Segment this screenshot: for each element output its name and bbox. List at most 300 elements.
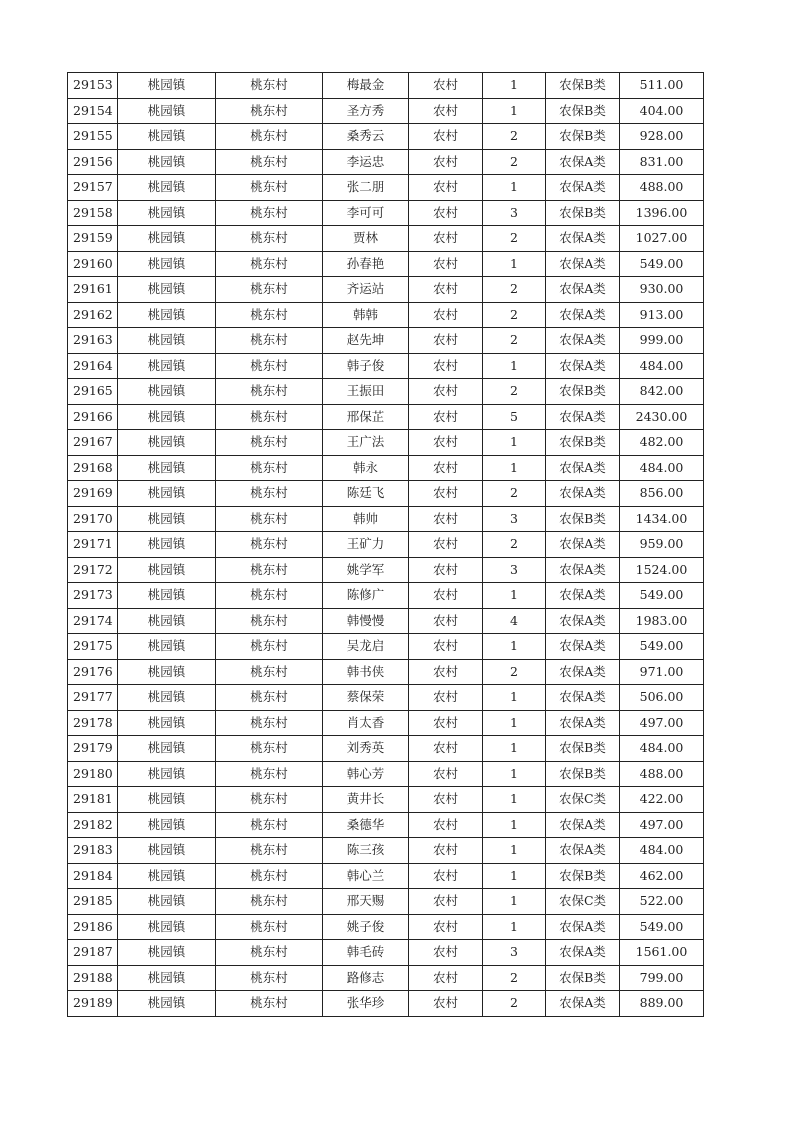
cell-count: 1 — [483, 251, 546, 277]
cell-count: 2 — [483, 124, 546, 150]
cell-category: 农保A类 — [546, 481, 620, 507]
cell-area: 农村 — [409, 98, 483, 124]
cell-name: 韩帅 — [323, 506, 409, 532]
cell-count: 1 — [483, 430, 546, 456]
cell-village: 桃东村 — [216, 302, 323, 328]
cell-village: 桃东村 — [216, 838, 323, 864]
cell-area: 农村 — [409, 430, 483, 456]
cell-id: 29188 — [68, 965, 118, 991]
table-row — [68, 940, 704, 966]
cell-town: 桃园镇 — [118, 889, 216, 915]
cell-area: 农村 — [409, 634, 483, 660]
cell-area: 农村 — [409, 557, 483, 583]
cell-area: 农村 — [409, 277, 483, 303]
table-row — [68, 761, 704, 787]
cell-town: 桃园镇 — [118, 277, 216, 303]
cell-area: 农村 — [409, 302, 483, 328]
cell-town: 桃园镇 — [118, 353, 216, 379]
cell-town: 桃园镇 — [118, 226, 216, 252]
cell-area: 农村 — [409, 710, 483, 736]
cell-category: 农保A类 — [546, 455, 620, 481]
cell-name: 贾林 — [323, 226, 409, 252]
cell-count: 2 — [483, 149, 546, 175]
cell-village: 桃东村 — [216, 812, 323, 838]
cell-village: 桃东村 — [216, 73, 323, 99]
cell-village: 桃东村 — [216, 787, 323, 813]
cell-amount: 484.00 — [620, 736, 704, 762]
cell-category: 农保A类 — [546, 812, 620, 838]
cell-count: 1 — [483, 634, 546, 660]
table-row — [68, 710, 704, 736]
table-row — [68, 149, 704, 175]
table-row — [68, 965, 704, 991]
cell-village: 桃东村 — [216, 608, 323, 634]
table-row — [68, 608, 704, 634]
cell-town: 桃园镇 — [118, 251, 216, 277]
cell-area: 农村 — [409, 685, 483, 711]
cell-id: 29176 — [68, 659, 118, 685]
cell-name: 姚学军 — [323, 557, 409, 583]
cell-amount: 404.00 — [620, 98, 704, 124]
cell-id: 29161 — [68, 277, 118, 303]
cell-amount: 930.00 — [620, 277, 704, 303]
cell-area: 农村 — [409, 965, 483, 991]
cell-town: 桃园镇 — [118, 710, 216, 736]
cell-id: 29162 — [68, 302, 118, 328]
cell-town: 桃园镇 — [118, 506, 216, 532]
cell-id: 29178 — [68, 710, 118, 736]
cell-area: 农村 — [409, 404, 483, 430]
cell-area: 农村 — [409, 379, 483, 405]
cell-category: 农保A类 — [546, 226, 620, 252]
cell-village: 桃东村 — [216, 251, 323, 277]
cell-category: 农保A类 — [546, 710, 620, 736]
cell-name: 张二朋 — [323, 175, 409, 201]
cell-town: 桃园镇 — [118, 608, 216, 634]
cell-name: 韩韩 — [323, 302, 409, 328]
cell-count: 1 — [483, 812, 546, 838]
cell-category: 农保A类 — [546, 532, 620, 558]
cell-village: 桃东村 — [216, 506, 323, 532]
table-row — [68, 353, 704, 379]
cell-count: 2 — [483, 328, 546, 354]
cell-town: 桃园镇 — [118, 430, 216, 456]
cell-village: 桃东村 — [216, 277, 323, 303]
cell-id: 29187 — [68, 940, 118, 966]
cell-count: 1 — [483, 914, 546, 940]
cell-town: 桃园镇 — [118, 200, 216, 226]
cell-name: 韩心芳 — [323, 761, 409, 787]
cell-category: 农保A类 — [546, 175, 620, 201]
cell-id: 29186 — [68, 914, 118, 940]
cell-id: 29174 — [68, 608, 118, 634]
cell-town: 桃园镇 — [118, 761, 216, 787]
cell-id: 29175 — [68, 634, 118, 660]
cell-category: 农保B类 — [546, 98, 620, 124]
cell-name: 韩心兰 — [323, 863, 409, 889]
cell-village: 桃东村 — [216, 761, 323, 787]
cell-name: 圣方秀 — [323, 98, 409, 124]
table-row — [68, 557, 704, 583]
cell-village: 桃东村 — [216, 659, 323, 685]
cell-village: 桃东村 — [216, 353, 323, 379]
cell-town: 桃园镇 — [118, 481, 216, 507]
table-row — [68, 226, 704, 252]
cell-id: 29164 — [68, 353, 118, 379]
cell-area: 农村 — [409, 251, 483, 277]
cell-id: 29158 — [68, 200, 118, 226]
cell-category: 农保A类 — [546, 557, 620, 583]
table-row — [68, 404, 704, 430]
table-row — [68, 736, 704, 762]
cell-category: 农保C类 — [546, 889, 620, 915]
cell-id: 29170 — [68, 506, 118, 532]
cell-category: 农保B类 — [546, 863, 620, 889]
cell-category: 农保A类 — [546, 404, 620, 430]
cell-amount: 799.00 — [620, 965, 704, 991]
cell-category: 农保A类 — [546, 251, 620, 277]
cell-id: 29169 — [68, 481, 118, 507]
table-row — [68, 73, 704, 99]
data-table — [67, 72, 704, 1017]
cell-amount: 971.00 — [620, 659, 704, 685]
cell-count: 1 — [483, 863, 546, 889]
cell-area: 农村 — [409, 863, 483, 889]
cell-amount: 484.00 — [620, 455, 704, 481]
cell-village: 桃东村 — [216, 634, 323, 660]
table-row — [68, 812, 704, 838]
cell-name: 桑德华 — [323, 812, 409, 838]
cell-category: 农保B类 — [546, 379, 620, 405]
cell-area: 农村 — [409, 583, 483, 609]
table-row — [68, 430, 704, 456]
cell-name: 齐运站 — [323, 277, 409, 303]
cell-name: 李可可 — [323, 200, 409, 226]
cell-area: 农村 — [409, 889, 483, 915]
cell-village: 桃东村 — [216, 124, 323, 150]
cell-village: 桃东村 — [216, 200, 323, 226]
cell-count: 1 — [483, 736, 546, 762]
cell-count: 1 — [483, 710, 546, 736]
table-row — [68, 659, 704, 685]
cell-area: 农村 — [409, 200, 483, 226]
cell-village: 桃东村 — [216, 226, 323, 252]
cell-area: 农村 — [409, 506, 483, 532]
cell-name: 韩毛砖 — [323, 940, 409, 966]
cell-name: 黄井长 — [323, 787, 409, 813]
cell-id: 29153 — [68, 73, 118, 99]
cell-name: 张华珍 — [323, 991, 409, 1017]
cell-area: 农村 — [409, 226, 483, 252]
cell-name: 陈修广 — [323, 583, 409, 609]
cell-village: 桃东村 — [216, 481, 323, 507]
table-row — [68, 838, 704, 864]
cell-id: 29154 — [68, 98, 118, 124]
cell-town: 桃园镇 — [118, 379, 216, 405]
cell-category: 农保B类 — [546, 430, 620, 456]
cell-amount: 1027.00 — [620, 226, 704, 252]
cell-name: 孙春艳 — [323, 251, 409, 277]
cell-name: 李运忠 — [323, 149, 409, 175]
cell-id: 29182 — [68, 812, 118, 838]
cell-area: 农村 — [409, 124, 483, 150]
cell-village: 桃东村 — [216, 914, 323, 940]
cell-count: 1 — [483, 838, 546, 864]
cell-town: 桃园镇 — [118, 583, 216, 609]
cell-area: 农村 — [409, 914, 483, 940]
cell-category: 农保A类 — [546, 634, 620, 660]
cell-id: 29172 — [68, 557, 118, 583]
cell-id: 29189 — [68, 991, 118, 1017]
cell-count: 2 — [483, 302, 546, 328]
table-row — [68, 889, 704, 915]
table-row — [68, 251, 704, 277]
cell-count: 1 — [483, 761, 546, 787]
cell-count: 1 — [483, 583, 546, 609]
cell-area: 农村 — [409, 736, 483, 762]
table-row — [68, 863, 704, 889]
table-row — [68, 685, 704, 711]
cell-id: 29167 — [68, 430, 118, 456]
cell-town: 桃园镇 — [118, 787, 216, 813]
cell-id: 29168 — [68, 455, 118, 481]
cell-town: 桃园镇 — [118, 532, 216, 558]
cell-town: 桃园镇 — [118, 98, 216, 124]
cell-amount: 549.00 — [620, 914, 704, 940]
cell-amount: 856.00 — [620, 481, 704, 507]
cell-count: 2 — [483, 379, 546, 405]
cell-id: 29185 — [68, 889, 118, 915]
table-row — [68, 277, 704, 303]
cell-amount: 831.00 — [620, 149, 704, 175]
cell-name: 姚子俊 — [323, 914, 409, 940]
cell-name: 韩子俊 — [323, 353, 409, 379]
cell-name: 蔡保荣 — [323, 685, 409, 711]
cell-amount: 1396.00 — [620, 200, 704, 226]
cell-village: 桃东村 — [216, 685, 323, 711]
cell-name: 梅最金 — [323, 73, 409, 99]
cell-village: 桃东村 — [216, 889, 323, 915]
cell-village: 桃东村 — [216, 98, 323, 124]
cell-count: 2 — [483, 226, 546, 252]
cell-village: 桃东村 — [216, 940, 323, 966]
cell-amount: 842.00 — [620, 379, 704, 405]
cell-village: 桃东村 — [216, 736, 323, 762]
cell-amount: 484.00 — [620, 353, 704, 379]
cell-id: 29183 — [68, 838, 118, 864]
cell-amount: 549.00 — [620, 251, 704, 277]
cell-name: 肖太香 — [323, 710, 409, 736]
table-row — [68, 328, 704, 354]
cell-area: 农村 — [409, 838, 483, 864]
cell-amount: 422.00 — [620, 787, 704, 813]
table-row — [68, 481, 704, 507]
cell-village: 桃东村 — [216, 149, 323, 175]
cell-amount: 1524.00 — [620, 557, 704, 583]
cell-town: 桃园镇 — [118, 302, 216, 328]
cell-category: 农保B类 — [546, 761, 620, 787]
cell-id: 29180 — [68, 761, 118, 787]
table-row — [68, 124, 704, 150]
cell-area: 农村 — [409, 659, 483, 685]
cell-village: 桃东村 — [216, 328, 323, 354]
cell-count: 1 — [483, 685, 546, 711]
cell-amount: 1434.00 — [620, 506, 704, 532]
cell-category: 农保A类 — [546, 277, 620, 303]
table-body — [68, 73, 704, 1017]
cell-area: 农村 — [409, 481, 483, 507]
cell-village: 桃东村 — [216, 455, 323, 481]
cell-town: 桃园镇 — [118, 863, 216, 889]
cell-amount: 522.00 — [620, 889, 704, 915]
cell-count: 2 — [483, 659, 546, 685]
cell-count: 2 — [483, 965, 546, 991]
cell-id: 29173 — [68, 583, 118, 609]
cell-area: 农村 — [409, 761, 483, 787]
cell-area: 农村 — [409, 175, 483, 201]
cell-amount: 959.00 — [620, 532, 704, 558]
table-row — [68, 200, 704, 226]
cell-area: 农村 — [409, 787, 483, 813]
cell-count: 5 — [483, 404, 546, 430]
cell-village: 桃东村 — [216, 583, 323, 609]
cell-id: 29171 — [68, 532, 118, 558]
cell-amount: 549.00 — [620, 583, 704, 609]
cell-id: 29177 — [68, 685, 118, 711]
cell-amount: 497.00 — [620, 812, 704, 838]
cell-id: 29160 — [68, 251, 118, 277]
cell-town: 桃园镇 — [118, 328, 216, 354]
cell-name: 赵先坤 — [323, 328, 409, 354]
table-row — [68, 787, 704, 813]
cell-category: 农保A类 — [546, 914, 620, 940]
cell-town: 桃园镇 — [118, 685, 216, 711]
cell-name: 邢保芷 — [323, 404, 409, 430]
table-row — [68, 98, 704, 124]
cell-village: 桃东村 — [216, 863, 323, 889]
cell-count: 1 — [483, 455, 546, 481]
cell-amount: 497.00 — [620, 710, 704, 736]
cell-village: 桃东村 — [216, 532, 323, 558]
cell-count: 2 — [483, 532, 546, 558]
cell-category: 农保A类 — [546, 685, 620, 711]
cell-village: 桃东村 — [216, 379, 323, 405]
cell-village: 桃东村 — [216, 175, 323, 201]
cell-name: 陈三孩 — [323, 838, 409, 864]
cell-amount: 889.00 — [620, 991, 704, 1017]
cell-name: 路修志 — [323, 965, 409, 991]
cell-count: 3 — [483, 506, 546, 532]
cell-name: 韩书侠 — [323, 659, 409, 685]
cell-amount: 1561.00 — [620, 940, 704, 966]
cell-town: 桃园镇 — [118, 175, 216, 201]
cell-town: 桃园镇 — [118, 659, 216, 685]
table-row — [68, 914, 704, 940]
table-row — [68, 583, 704, 609]
cell-category: 农保B类 — [546, 73, 620, 99]
table-row — [68, 455, 704, 481]
cell-id: 29165 — [68, 379, 118, 405]
cell-name: 刘秀英 — [323, 736, 409, 762]
cell-town: 桃园镇 — [118, 455, 216, 481]
cell-name: 桑秀云 — [323, 124, 409, 150]
cell-town: 桃园镇 — [118, 557, 216, 583]
cell-category: 农保B类 — [546, 124, 620, 150]
cell-category: 农保A类 — [546, 940, 620, 966]
cell-amount: 488.00 — [620, 175, 704, 201]
cell-count: 2 — [483, 481, 546, 507]
cell-amount: 506.00 — [620, 685, 704, 711]
cell-amount: 482.00 — [620, 430, 704, 456]
cell-amount: 511.00 — [620, 73, 704, 99]
cell-village: 桃东村 — [216, 965, 323, 991]
cell-count: 4 — [483, 608, 546, 634]
cell-town: 桃园镇 — [118, 149, 216, 175]
cell-id: 29179 — [68, 736, 118, 762]
cell-name: 王振田 — [323, 379, 409, 405]
cell-category: 农保A类 — [546, 583, 620, 609]
table-row — [68, 175, 704, 201]
cell-name: 邢天赐 — [323, 889, 409, 915]
cell-category: 农保A类 — [546, 659, 620, 685]
cell-town: 桃园镇 — [118, 634, 216, 660]
cell-town: 桃园镇 — [118, 914, 216, 940]
cell-count: 2 — [483, 277, 546, 303]
cell-count: 1 — [483, 353, 546, 379]
cell-count: 3 — [483, 940, 546, 966]
cell-area: 农村 — [409, 608, 483, 634]
cell-amount: 999.00 — [620, 328, 704, 354]
cell-village: 桃东村 — [216, 557, 323, 583]
cell-name: 陈廷飞 — [323, 481, 409, 507]
cell-id: 29166 — [68, 404, 118, 430]
cell-town: 桃园镇 — [118, 991, 216, 1017]
cell-category: 农保B类 — [546, 200, 620, 226]
cell-category: 农保B类 — [546, 506, 620, 532]
cell-id: 29184 — [68, 863, 118, 889]
cell-category: 农保A类 — [546, 991, 620, 1017]
cell-category: 农保A类 — [546, 302, 620, 328]
cell-village: 桃东村 — [216, 710, 323, 736]
cell-village: 桃东村 — [216, 404, 323, 430]
cell-category: 农保B类 — [546, 965, 620, 991]
cell-village: 桃东村 — [216, 991, 323, 1017]
cell-village: 桃东村 — [216, 430, 323, 456]
cell-count: 1 — [483, 73, 546, 99]
cell-category: 农保B类 — [546, 736, 620, 762]
cell-area: 农村 — [409, 991, 483, 1017]
cell-amount: 549.00 — [620, 634, 704, 660]
cell-name: 吴龙启 — [323, 634, 409, 660]
cell-count: 1 — [483, 175, 546, 201]
cell-area: 农村 — [409, 940, 483, 966]
cell-amount: 462.00 — [620, 863, 704, 889]
table-row — [68, 532, 704, 558]
cell-area: 农村 — [409, 149, 483, 175]
cell-area: 农村 — [409, 455, 483, 481]
cell-category: 农保A类 — [546, 149, 620, 175]
table-row — [68, 991, 704, 1017]
cell-count: 3 — [483, 557, 546, 583]
cell-amount: 2430.00 — [620, 404, 704, 430]
table-row — [68, 634, 704, 660]
cell-category: 农保A类 — [546, 353, 620, 379]
cell-id: 29159 — [68, 226, 118, 252]
cell-id: 29181 — [68, 787, 118, 813]
table-row — [68, 302, 704, 328]
cell-count: 1 — [483, 889, 546, 915]
cell-town: 桃园镇 — [118, 812, 216, 838]
